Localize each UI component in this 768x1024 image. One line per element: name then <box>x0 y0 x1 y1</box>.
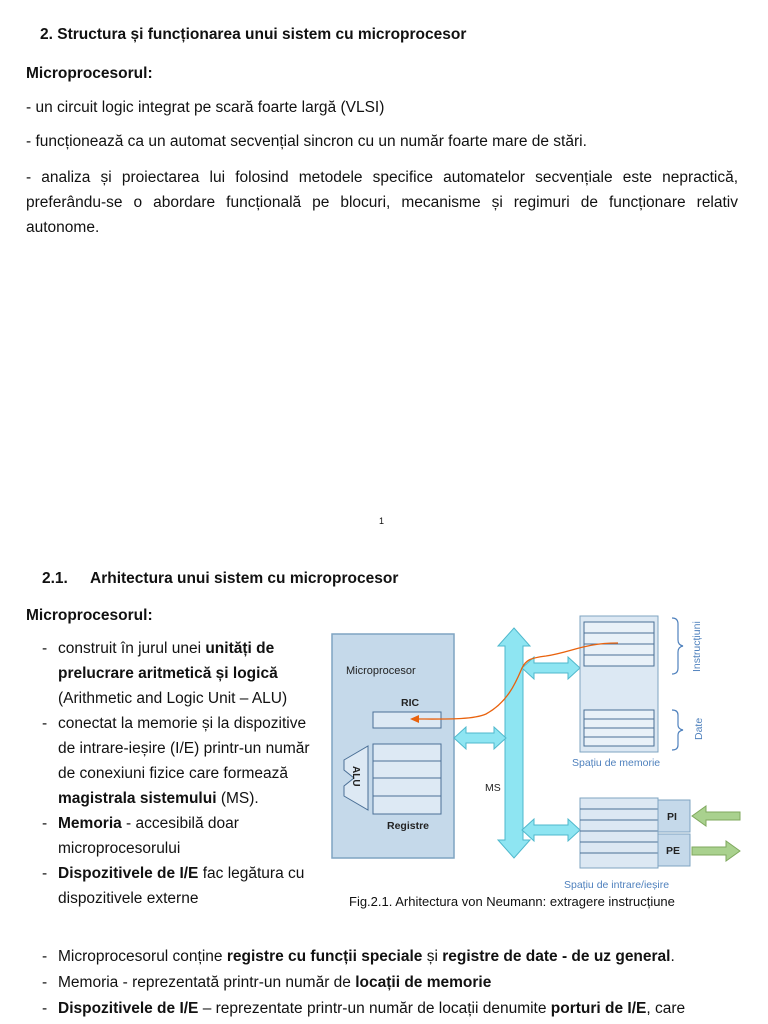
output-port-arrow <box>692 841 740 861</box>
ric-register <box>373 712 441 728</box>
io-space <box>580 798 658 868</box>
list-item: - conectat la memorie și la dispozitive de intrare-ieșire (I/E) printr-un număr de conexiuni fizice care formează magistrala sistemului (MS). <box>42 715 310 807</box>
instructions-brace <box>672 618 683 674</box>
cpu-label: Microprocesor <box>346 665 416 677</box>
feature-list <box>26 636 326 911</box>
section-number: 2.1. <box>42 570 68 587</box>
list-item: - Memoria - reprezentată printr-un număr de locații de memorie <box>42 974 492 991</box>
intro-label: Microprocesorul: <box>26 65 153 82</box>
list-item: - Microprocesorul conține registre cu funcții speciale și registre de date - de uz general. <box>42 948 675 965</box>
list-item: - construit în jurul unei unități de prelucrare aritmetică și logică (Arithmetic and Logic Unit – ALU) <box>42 640 288 707</box>
registers-label: Registre <box>387 820 430 832</box>
bullet-automat: - funcționează ca un automat secvențial sincron cu un număr foarte mare de stări. <box>26 133 587 150</box>
pe-label: PE <box>666 845 681 857</box>
von-neumann-diagram <box>326 610 758 894</box>
list-item: - Dispozitivele de I/E – reprezentate printr-un număr de locații denumite porturi de I/E, care <box>42 1000 686 1017</box>
section-heading <box>42 570 398 588</box>
heading-number: 2. <box>40 26 53 43</box>
section-intro-label: Microprocesorul: <box>26 607 153 624</box>
alu-label: ALU <box>350 766 361 787</box>
data-label: Date <box>693 717 705 740</box>
heading-text: Structura și funcționarea unui sistem cu microprocesor <box>57 26 467 43</box>
data-brace <box>672 710 683 750</box>
page-heading <box>40 26 466 44</box>
bullet-analiza: - analiza și proiectarea lui folosind metodele specifice automatelor secvențiale este nepractică, preferându-se o abordare funcțională pe blocuri, mecanisme și regimuri de funcționare relativ autonome. <box>26 169 738 236</box>
bus-io-arrow <box>522 819 580 841</box>
memory-space-label: Spațiu de memorie <box>572 757 661 769</box>
list-item: - Memoria - accesibilă doar microprocesorului <box>42 815 239 857</box>
figure-caption: Fig.2.1. Arhitectura von Neumann: extragere instrucțiune <box>349 894 675 909</box>
section-title: Arhitectura unui sistem cu microprocesor <box>90 570 399 587</box>
list-item: - Dispozitivele de I/E fac legătura cu dispozitivele externe <box>42 865 305 907</box>
page-number: 1 <box>379 516 385 526</box>
register-file <box>373 744 441 814</box>
bus-label: MS <box>485 782 501 794</box>
bus-memory-arrow <box>522 657 580 679</box>
pi-label: PI <box>667 811 677 823</box>
input-port-arrow <box>692 806 740 826</box>
bullet-vlsi: - un circuit logic integrat pe scară foarte largă (VLSI) <box>26 99 385 116</box>
memory-space <box>580 616 658 752</box>
io-space-label: Spațiu de intrare/ieșire <box>564 879 670 891</box>
instructions-label: Instrucțiuni <box>691 621 703 672</box>
ric-label: RIC <box>401 697 420 709</box>
cpu-bus-arrow <box>454 727 506 749</box>
